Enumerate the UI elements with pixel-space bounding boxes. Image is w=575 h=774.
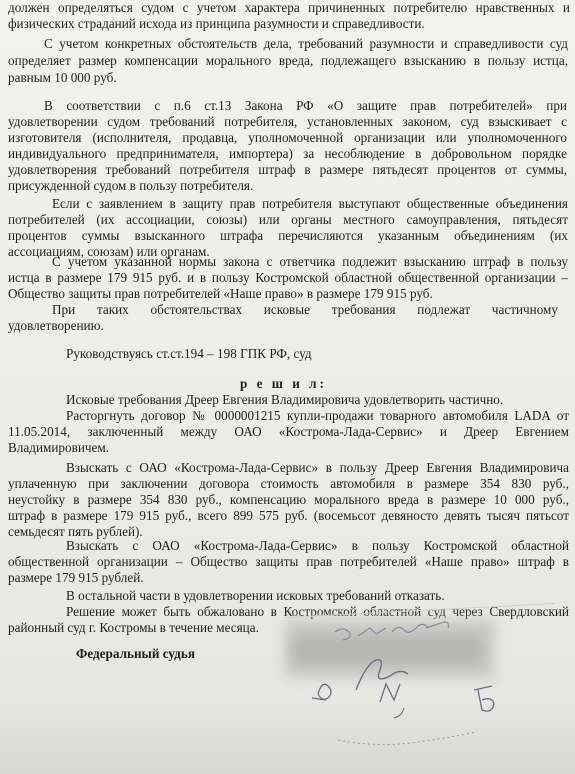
text-line: удовлетворению. xyxy=(8,318,104,333)
text-line: В остальной части в удовлетворении исковых требований отказать. xyxy=(66,588,445,603)
text-line: потребителей (их ассоциации, союзы) или органы местного самоуправления, пятьдесят xyxy=(8,212,568,227)
text-line: физических страданий исхода из принципа разумности и справедливости. xyxy=(8,16,425,31)
text-line: Общество защиты прав потребителей «Наше право» в размере 179 915 руб. xyxy=(8,286,433,301)
text-line: общественной организации – Общество защиты прав потребителей «Наше право» штраф в xyxy=(8,554,569,569)
text-line: удовлетворении судом требований потребителя, установленных законом, суд взыскивает с xyxy=(8,114,567,129)
text-line: истца в размере 179 915 руб. и в пользу Костромской областной общественной организации – xyxy=(8,270,568,285)
text-line: районный суд г. Костромы в течение месяца. xyxy=(8,620,259,635)
text-line: Исковые требования Дреер Евгения Владимировича удовлетворить частично. xyxy=(66,392,504,407)
text-line: Решение может быть обжаловано в Костромской областной суд через Свердловский xyxy=(66,604,569,619)
text-line: С учетом конкретных обстоятельств дела, требований разумности и справедливости суд xyxy=(44,36,568,51)
text-line: штраф в размере 179 915 руб., всего 899 575 руб. (восемьсот девяносто девять тысяч пятьсот xyxy=(8,508,569,523)
text-line: должен определяться судом с учетом характера причиненных потребителю нравственных и xyxy=(8,0,570,15)
text-line: Владимировичем. xyxy=(8,440,109,455)
page-shadow xyxy=(0,700,575,774)
text-line: Руководствуясь ст.ст.194 – 198 ГПК РФ, суд xyxy=(66,346,312,361)
text-line: 11.05.2014, заключенный между ОАО «Кострома-Лада-Сервис» и Дреер Евгением xyxy=(8,424,569,439)
text-line: равным 10 000 руб. xyxy=(8,70,117,85)
text-line: определяет размер компенсации морального вреда, подлежащего взысканию в пользу истца, xyxy=(8,53,568,68)
text-line: Расторгнуть договор № 0000001215 купли-продажи товарного автомобиля LADA от xyxy=(66,408,569,423)
text-line: удовлетворения требований потребителя штраф в размере пятьдесят процентов от суммы, xyxy=(8,162,567,177)
text-line: При таких обстоятельствах исковые требования подлежат частичному xyxy=(52,302,558,317)
text-line: изготовителя (исполнителя, продавца, уполномоченной организации или уполномоченного xyxy=(8,130,567,145)
text-line: индивидуального предпринимателя, импортера) за несоблюдение в добровольном порядке xyxy=(8,146,567,161)
text-line: процентов суммы взысканного штрафа перечисляются указанным объединениям (их xyxy=(8,228,568,243)
text-line: ассоциациям, союзам) или органам. xyxy=(8,244,210,259)
text-line: уплаченную при заключении договора стоимость автомобиля в размере 354 830 руб., xyxy=(8,476,569,491)
text-line: семьдесят пять рублей). xyxy=(8,524,143,539)
judge-label: Федеральный судья xyxy=(76,646,195,661)
text-line: присужденной судом в пользу потребителя. xyxy=(8,178,254,193)
text-line: неустойку в размере 354 830 руб., компенсацию морального вреда в размере 10 000 руб., xyxy=(8,492,569,507)
text-line: С учетом указанной нормы закона с ответчика подлежит взысканию штраф в пользу xyxy=(52,254,568,269)
text-line: Взыскать с ОАО «Кострома-Лада-Сервис» в пользу Дреер Евгения Владимировича xyxy=(66,460,569,475)
text-line: Если с заявлением в защиту прав потребителя выступают общественные объединения xyxy=(52,196,568,211)
text-line: В соответствии с п.6 ст.13 Закона РФ «О защите прав потребителей» при xyxy=(44,98,567,113)
text-line: размере 179 915 рублей. xyxy=(8,570,144,585)
decision-heading: р е ш и л: xyxy=(240,376,327,391)
text-line: Взыскать с ОАО «Кострома-Лада-Сервис» в пользу Костромской областной xyxy=(66,538,569,553)
